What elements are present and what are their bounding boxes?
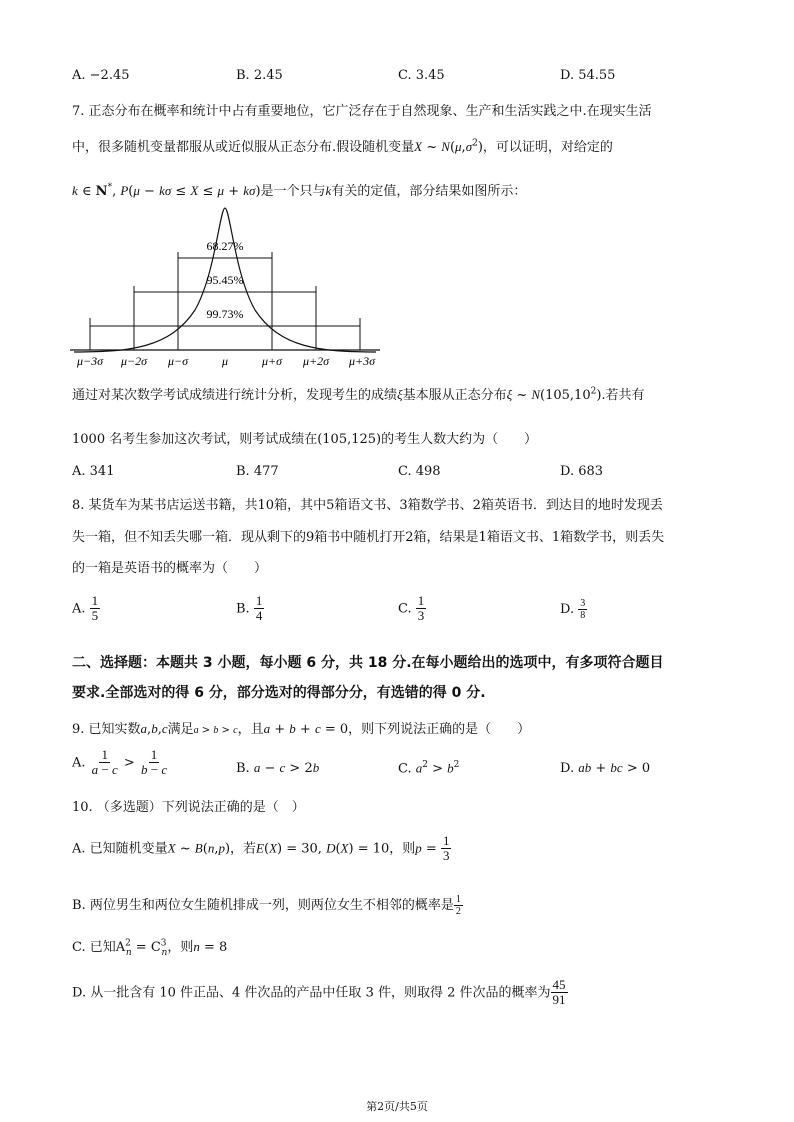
section2-heading-line2: 要求.全部选对的得 6 分，部分选对的得部分分，有选错的得 0 分.: [72, 685, 486, 701]
q6-option-a: A. −2.45: [72, 68, 130, 83]
q8-option-a: A. $\frac{1}{5}$: [72, 593, 99, 624]
normal-distribution-diagram: [70, 200, 400, 370]
axis-label: μ+3σ: [348, 354, 376, 368]
q8-option-b: B. $\frac{1}{4}$: [236, 593, 263, 624]
page-footer: 第2页/共5页: [366, 1100, 428, 1113]
q8-option-c: C. $\frac{1}{3}$: [398, 593, 425, 624]
q10-stem: 10. （多选题）下列说法正确的是（ ）: [72, 800, 305, 815]
q9-option-b: B. a − c > 2b: [236, 760, 320, 776]
q6-option-d: D. 54.55: [560, 68, 616, 83]
q10-option-c: C. 已知$A^2_n = C^3_n$，则n = 8: [72, 938, 228, 958]
q9-option-a: A. $\frac{1}{a - c}$ > $\frac{1}{b - c}$: [72, 747, 168, 778]
axis-label: μ: [221, 354, 229, 368]
q7-option-c: C. 498: [398, 464, 441, 479]
axis-label: μ−3σ: [76, 354, 104, 368]
q8-stem-line2: 失一箱，但不知丢失哪一箱．现从剩下的9箱书中随机打开2箱，结果是1箱语文书、1箱数学书，则丢失: [72, 530, 665, 545]
q7-option-a: A. 341: [72, 464, 115, 479]
q7-stem-line5: 1000 名考生参加这次考试，则考试成绩在(105,125)的考生人数大约为（ ）: [72, 432, 538, 447]
q8-stem-line1: 8. 某货车为某书店运送书籍，共10箱，其中5箱语文书、3箱数学书、2箱英语书．到达目的地时发现丢: [72, 498, 663, 513]
interval-label-2sigma: 95.45%: [206, 273, 244, 287]
q7-option-d: D. 683: [560, 464, 604, 479]
interval-label-1sigma: 68.27%: [206, 239, 244, 253]
q7-option-b: B. 477: [236, 464, 279, 479]
q10-option-a: A. 已知随机变量X ~ B(n,p)，若E(X) = 30, D(X) = 10，则p = $\frac{1}{3}$: [72, 833, 450, 864]
interval-label-3sigma: 99.73%: [206, 307, 244, 321]
q7-stem-line3: k ∈ N*, P(μ − kσ ≤ X ≤ μ + kσ)是一个只与k有关的定值，部分结果如图所示：: [72, 182, 527, 199]
q9-option-d: D. ab + bc > 0: [560, 760, 651, 776]
q6-option-b: B. 2.45: [236, 68, 283, 83]
axis-label: μ−σ: [167, 354, 189, 368]
q8-stem-line3: 的一箱是英语书的概率为（ ）: [72, 561, 268, 576]
q8-option-d: D. $\frac{3}{8}$: [560, 598, 586, 621]
q7-stem-line2: 中，很多随机变量都服从或近似服从正态分布.假设随机变量X ~ $N(\mu,\sigma^2)$，可以证明，对给定的: [72, 138, 613, 155]
q6-option-c: C. 3.45: [398, 68, 445, 83]
axis-label: μ−2σ: [120, 354, 148, 368]
q10-option-d: D. 从一批含有 10 件正品、4 件次品的产品中任取 3 件，则取得 2 件次品的概率为 $\frac{45}{91}$: [72, 977, 566, 1008]
q7-stem-line4: 通过对某次数学考试成绩进行统计分析，发现考生的成绩ξ基本服从正态分布ξ ~ N(105,10$^2$).若共有: [72, 386, 645, 403]
q9-stem: 9. 已知实数a,b,c满足a > b > c，且a + b + c = 0，则下列说法正确的是（ ）: [72, 721, 531, 737]
q10-option-b: B. 两位男生和两位女生随机排成一列，则两位女生不相邻的概率是 $\frac{1}{2}$: [72, 894, 461, 917]
axis-label: μ+2σ: [302, 354, 330, 368]
q9-option-c: C. $a^2 > b^2$: [398, 760, 460, 777]
section2-heading-line1: 二、选择题：本题共 3 小题，每小题 6 分，共 18 分.在每小题给出的选项中，有多项符合题目: [72, 655, 664, 671]
q7-stem-line1: 7. 正态分布在概率和统计中占有重要地位，它广泛存在于自然现象、生产和生活实践之中.在现实生活: [72, 104, 652, 119]
axis-label: μ+σ: [261, 354, 283, 368]
